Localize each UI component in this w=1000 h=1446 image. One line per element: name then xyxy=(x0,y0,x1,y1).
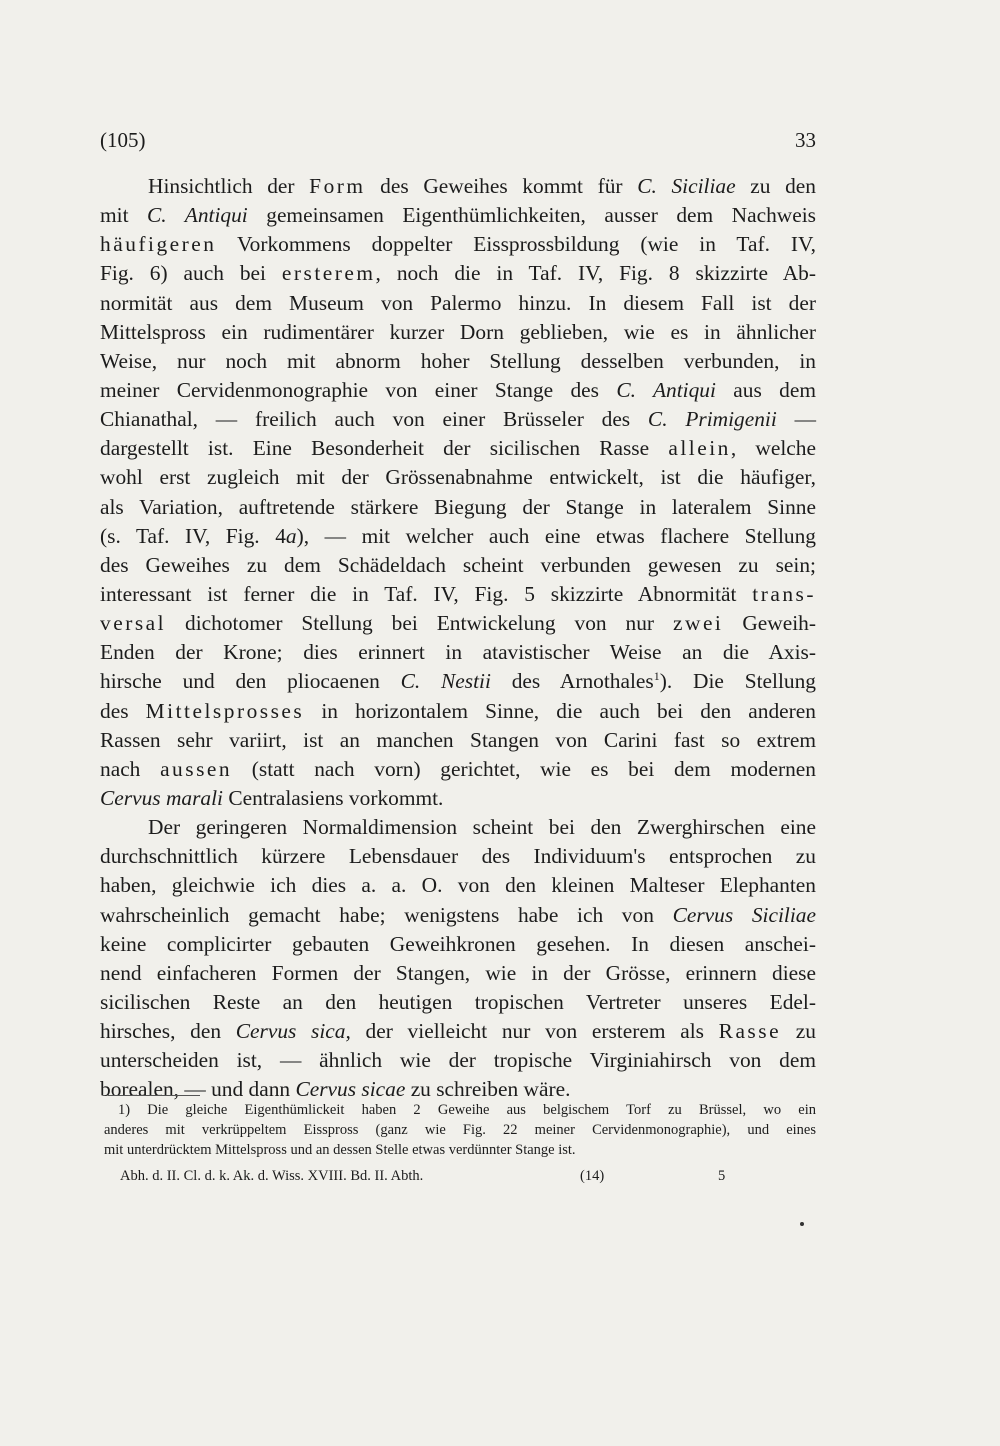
text-run: unterscheiden ist, — ähnlich wie der tropische Virginiahirsch von dem xyxy=(100,1048,816,1073)
text-run: nach xyxy=(100,756,161,781)
text-line xyxy=(100,405,816,434)
text-run: durchschnittlich kürzere Lebensdauer des Individuum's entsprochen zu xyxy=(100,844,816,869)
text-run: Centralasiens vorkommt. xyxy=(223,785,444,810)
footnote-marker: 1 xyxy=(653,669,660,684)
text-line xyxy=(100,580,816,609)
italic-term: C. Siciliae xyxy=(637,174,736,198)
text-run: Mittelspross ein rudimentärer kurzer Dorn geblieben, wie es in ähnlicher xyxy=(100,319,816,344)
text-run: ). Die Stellung xyxy=(659,669,816,694)
footer xyxy=(120,1168,740,1192)
italic-term: C. Primigenii xyxy=(647,407,777,432)
text-run: dargestellt ist. Eine Besonderheit der sicilischen Rasse xyxy=(100,436,669,461)
text-run: meiner Cervidenmonographie von einer Stange des xyxy=(100,377,617,402)
text-line xyxy=(100,959,816,988)
text-run: Hinsichtlich der xyxy=(148,174,310,198)
text-run: normität aus dem Museum von Palermo hinzu. In diesem Fall ist der xyxy=(100,290,816,315)
text-run: Chianathal, — freilich auch von einer Brüsseler des xyxy=(100,407,648,432)
footer-publication: Abh. d. II. Cl. d. k. Ak. d. Wiss. XVIII. Bd. II. Abth. xyxy=(120,1168,424,1184)
text-run: (s. Taf. IV, Fig. 4 xyxy=(100,523,286,548)
text-run: Geweih- xyxy=(723,611,816,636)
text-line xyxy=(100,289,816,318)
text-line xyxy=(100,463,816,492)
text-run: , noch die in Taf. IV, Fig. 8 skizzirte Ab- xyxy=(375,261,816,286)
text-line xyxy=(100,842,816,871)
text-line xyxy=(100,201,816,230)
spaced-emphasis: Rasse xyxy=(718,1019,782,1044)
body-text xyxy=(100,172,816,1105)
spaced-emphasis: zwei xyxy=(673,611,724,636)
italic-term: Cervus Siciliae xyxy=(672,902,816,927)
spaced-emphasis: häufigeren xyxy=(100,232,217,257)
text-line xyxy=(100,347,816,376)
text-run: zu den xyxy=(735,174,816,198)
spaced-emphasis: trans- xyxy=(752,581,816,606)
text-line xyxy=(100,493,816,522)
italic-term: a xyxy=(285,523,297,548)
running-header xyxy=(100,128,816,158)
text-run: als Variation, auftretende stärkere Biegung der Stange in lateralem Sinne xyxy=(100,494,816,519)
spaced-emphasis: versal xyxy=(100,611,167,636)
text-line xyxy=(100,697,816,726)
text-run: Der geringeren Normaldimension scheint bei den Zwerghirschen eine xyxy=(148,815,816,840)
text-run: dichotomer Stellung bei Entwickelung von nur xyxy=(166,611,673,636)
text-run: keine complicirter gebauten Geweihkronen gesehen. In diesen anschei- xyxy=(100,931,816,956)
text-line xyxy=(100,638,816,667)
text-run: haben, gleichwie ich dies a. a. O. von den kleinen Malteser Elephanten xyxy=(100,873,816,898)
text-run: des Geweihes zu dem Schädeldach scheint verbunden gewesen zu sein; xyxy=(100,552,816,577)
text-run: in horizontalem Sinne, die auch bei den anderen xyxy=(304,698,816,723)
text-line xyxy=(100,522,816,551)
text-run: (statt nach vorn) gerichtet, wie es bei dem modernen xyxy=(232,756,816,781)
text-line xyxy=(100,318,816,347)
text-run: sicilischen Reste an den heutigen tropischen Vertreter unseres Edel- xyxy=(100,989,816,1014)
text-line xyxy=(100,667,816,696)
text-run: des xyxy=(100,698,146,723)
italic-term: C. Nestii xyxy=(400,669,491,694)
text-run: zu schreiben wäre. xyxy=(405,1077,571,1102)
italic-term: C. Antiqui xyxy=(616,377,716,402)
text-run: hirsche und den pliocaenen xyxy=(100,669,401,694)
text-run: wahrscheinlich gemacht habe; wenigstens habe ich von xyxy=(100,902,673,927)
text-line xyxy=(100,784,816,813)
speck-mark xyxy=(800,1222,804,1226)
text-line xyxy=(100,434,816,463)
text-line xyxy=(100,551,816,580)
text-line xyxy=(100,901,816,930)
text-line xyxy=(100,755,816,784)
text-line xyxy=(100,1046,816,1075)
footnote-line: anderes mit verkrüppeltem Eisspross (ganz wie Fig. 22 meiner Cervidenmonographie), und eines xyxy=(104,1122,816,1138)
text-run: hirsches, den xyxy=(100,1019,236,1044)
text-run: des Arnothales xyxy=(490,669,654,694)
italic-term: Cervus marali xyxy=(100,785,223,810)
text-run: — xyxy=(776,407,816,432)
text-run: ), — mit welcher auch eine etwas flachere Stellung xyxy=(296,523,816,548)
text-line xyxy=(100,726,816,755)
italic-term: Cervus sica, xyxy=(235,1019,351,1044)
text-run: Fig. 6) auch bei xyxy=(100,261,282,286)
spaced-emphasis: Form xyxy=(309,174,366,198)
text-run: mit xyxy=(100,203,148,228)
text-run: Weise, nur noch mit abnorm hoher Stellung desselben verbunden, in xyxy=(100,348,816,373)
page-number: 33 xyxy=(795,128,816,152)
spaced-emphasis: ersterem xyxy=(281,261,376,286)
text-run: nend einfacheren Formen der Stangen, wie in der Grösse, erinnern diese xyxy=(100,960,816,985)
text-line xyxy=(100,988,816,1017)
text-line xyxy=(100,609,816,638)
text-run: wohl erst zugleich mit der Grössenabnahme entwickelt, ist die häufiger, xyxy=(100,465,816,490)
text-run: Vorkommens doppelter Eissprossbildung (wie in Taf. IV, xyxy=(216,232,816,257)
text-run: interessant ist ferner die in Taf. IV, Fig. 5 skizzirte Abnormität xyxy=(100,581,753,606)
text-line xyxy=(100,376,816,405)
spaced-emphasis: allein xyxy=(668,436,731,461)
footer-signature: (14) xyxy=(580,1168,605,1184)
text-run: , welche xyxy=(730,436,816,461)
italic-term: C. Antiqui xyxy=(147,203,248,228)
text-line xyxy=(100,871,816,900)
text-run: gemeinsamen Eigenthümlichkeiten, ausser dem Nachweis xyxy=(247,203,817,228)
text-line xyxy=(100,259,816,288)
text-line xyxy=(100,930,816,959)
footnote-line: mit unterdrücktem Mittelspross und an dessen Stelle etwas verdünnter Stange ist. xyxy=(104,1142,576,1158)
footer-sheet-number: 5 xyxy=(718,1168,726,1184)
spaced-emphasis: Mittelsprosses xyxy=(145,698,305,723)
text-run: Enden der Krone; dies erinnert in atavistischer Weise an die Axis- xyxy=(100,640,816,665)
text-run: des Geweihes kommt für xyxy=(365,174,638,198)
text-line xyxy=(100,230,816,259)
footnote-line: 1) Die gleiche Eigenthümlickeit haben 2 Geweihe aus belgischem Torf zu Brüssel, wo ein xyxy=(118,1102,816,1118)
footnote xyxy=(104,1100,816,1160)
spaced-emphasis: aussen xyxy=(160,756,233,781)
text-run: borealen, — und dann xyxy=(100,1077,296,1102)
footnote-rule xyxy=(108,1095,200,1096)
text-line xyxy=(100,1017,816,1046)
text-line xyxy=(100,813,816,842)
text-run: aus dem xyxy=(715,377,816,402)
italic-term: Cervus sicae xyxy=(295,1077,406,1102)
text-line xyxy=(100,172,816,201)
text-run: zu xyxy=(781,1019,816,1044)
text-run: der vielleicht nur von ersterem als xyxy=(350,1019,719,1044)
page-ref: (105) xyxy=(100,128,146,152)
text-run: Rassen sehr variirt, ist an manchen Stangen von Carini fast so extrem xyxy=(100,727,816,752)
